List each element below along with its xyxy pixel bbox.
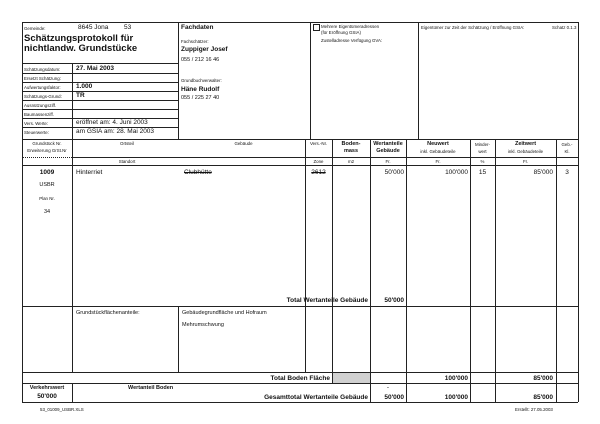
- grundflaechen-item-2: Mehrumschwung: [182, 322, 224, 328]
- col-zeitwert: Zeitwert: [514, 141, 537, 147]
- col-minderwert-2: wert: [478, 149, 487, 154]
- col-grundstueck: Grundstück Nr.: [32, 141, 62, 146]
- row-plan-label: Plan Nr.: [39, 196, 55, 201]
- gesamt-neuwert: 100'000: [444, 394, 468, 401]
- grundflaechen-item-1: Gebäudegrundfläche und Hofraum: [182, 310, 267, 316]
- file-name: 53_01009_USBR.XLS: [40, 407, 84, 412]
- fachschaetzer-name: Zuppiger Josef: [181, 46, 228, 53]
- col-wertanteile: Wertanteile: [373, 141, 403, 147]
- row-versnr: 2612: [311, 169, 326, 176]
- fachschaetzer-phone: 055 / 212 16 46: [181, 57, 220, 63]
- gesamt-zeitwert: 85'000: [533, 394, 553, 401]
- mehrere-sub: (für Eröffnung GSIA): [321, 30, 361, 35]
- col-wertanteile-unit: Fr.: [385, 159, 391, 164]
- fachschaetzer-label: Fachschätzer:: [181, 39, 209, 44]
- total-boden-zeitwert: 85'000: [533, 375, 553, 382]
- gemeinde-label: Gemeinde:: [24, 26, 46, 31]
- wertanteil-boden-label: Wertanteil Boden: [128, 385, 174, 391]
- col-zone: Zone: [313, 159, 324, 164]
- col-geb-2: Kl.: [564, 149, 570, 154]
- col-versnr: Vers.-Nr.: [309, 141, 328, 146]
- col-ortsteil: Ortsteil: [120, 141, 134, 146]
- col-bodenmass-unit: m2: [347, 159, 355, 164]
- ersetzt-label: Ersetzt Schätzung:: [24, 76, 61, 81]
- col-minderwert: Minder-: [475, 142, 490, 147]
- mehrere-label: Mehrere Eigentümeradressen: [321, 24, 380, 29]
- baumasse-label: Baumassenziff.: [24, 112, 54, 117]
- col-bodenmass-2: mass: [343, 148, 359, 154]
- ausnutzung-label: Ausnützungsziff.: [24, 103, 57, 108]
- gesamt-label: Gesamttotal Wertanteile Gebäude: [264, 394, 368, 401]
- schatz-version: Schatz 0.1.3: [552, 25, 577, 30]
- row-neuwert: 100'000: [445, 169, 468, 176]
- col-minderwert-unit: %: [480, 159, 485, 164]
- row-ortsteil: Hinterriet: [76, 169, 103, 176]
- total-gebaeude-value: 50'000: [384, 297, 404, 304]
- grundflaechen-label: Grundstückflächenanteile:: [76, 310, 140, 316]
- datum-label: Schätzungsdatum:: [24, 67, 61, 72]
- faktor-value: 1.000: [76, 83, 93, 90]
- row-minderwert: 15: [478, 169, 487, 176]
- page-title-line2: nichtlandw. Grundstücke: [24, 43, 138, 54]
- boden-total-cell: [333, 373, 370, 383]
- row-zeitwert: 85'000: [533, 169, 553, 176]
- row-gebaeude-text: Clubhütte: [184, 169, 212, 176]
- gemeinde-code: 53: [124, 24, 132, 31]
- total-boden-label: Total Boden Fläche: [270, 375, 330, 382]
- row-gebaeude: [184, 169, 305, 176]
- eigentuemer-label: Eigentümer zur Zeit der Schätzung / Eröffnung GSIA:: [421, 25, 525, 30]
- datum-value: 27. Mai 2003: [76, 65, 114, 72]
- fachdaten-heading: Fachdaten: [181, 24, 214, 31]
- row-grundstueck: 1009: [39, 169, 55, 176]
- total-boden-neuwert: 100'000: [444, 375, 468, 382]
- grund-label: Schätzungs-Grund:: [24, 94, 62, 99]
- grundbuch-name: Häne Rudolf: [181, 86, 220, 93]
- col-standort: Standort: [118, 159, 136, 164]
- gesamt-value: 50'000: [384, 394, 404, 401]
- vers-label: Vers. Werte:: [24, 121, 49, 126]
- col-bodenmass: Boden-: [341, 141, 361, 147]
- steuer-value: am GSIA am: 28. Mai 2003: [76, 128, 155, 135]
- col-gebaeude: Gebäude: [234, 141, 253, 146]
- verkehrswert-label: Verkehrswert: [29, 385, 65, 391]
- zustell-label: Zustelladresse Verfügung GVA:: [321, 38, 383, 43]
- col-neuwert-2: inkl. Gebäudeteile: [420, 149, 456, 154]
- col-zeitwert-unit: Fr.: [522, 159, 529, 164]
- verkehrswert-value: 50'000: [37, 393, 57, 400]
- gemeinde-name: 8645 Jona: [78, 24, 109, 31]
- col-zeitwert-2: inkl. Gebäudeteile: [507, 149, 544, 154]
- vers-value: eröffnet am: 4. Juni 2003: [76, 119, 148, 126]
- row-plan-value: 34: [43, 209, 51, 215]
- created-date: Erstellt: 27.05.2003: [515, 407, 553, 412]
- gesamt-dash: -: [386, 384, 390, 391]
- faktor-label: Aufwertungsfaktor:: [24, 85, 61, 90]
- col-geb: Geb.-: [561, 142, 573, 147]
- col-neuwert: Neuwert: [427, 141, 449, 147]
- col-erweiterung: Erweiterung GrSt.Nr: [27, 148, 67, 153]
- row-klasse: 3: [565, 169, 569, 176]
- col-wertanteile-2: Gebäude: [376, 148, 400, 154]
- row-wertanteile: 50'000: [384, 169, 404, 176]
- page-title-line1: Schätzungsprotokoll für: [24, 33, 134, 44]
- row-usbr: USBR: [39, 182, 55, 188]
- grund-value: TR: [76, 92, 85, 99]
- grundbuch-phone: 055 / 225 27 40: [181, 95, 220, 101]
- grundbuch-label: Grundbuchverwalter:: [181, 78, 222, 83]
- total-gebaeude-label: Total Wertanteile Gebäude: [286, 297, 368, 304]
- col-neuwert-unit: Fr.: [435, 159, 441, 164]
- steuer-label: Steuerwerte:: [24, 130, 49, 135]
- mehrere-checkbox[interactable]: [313, 24, 320, 31]
